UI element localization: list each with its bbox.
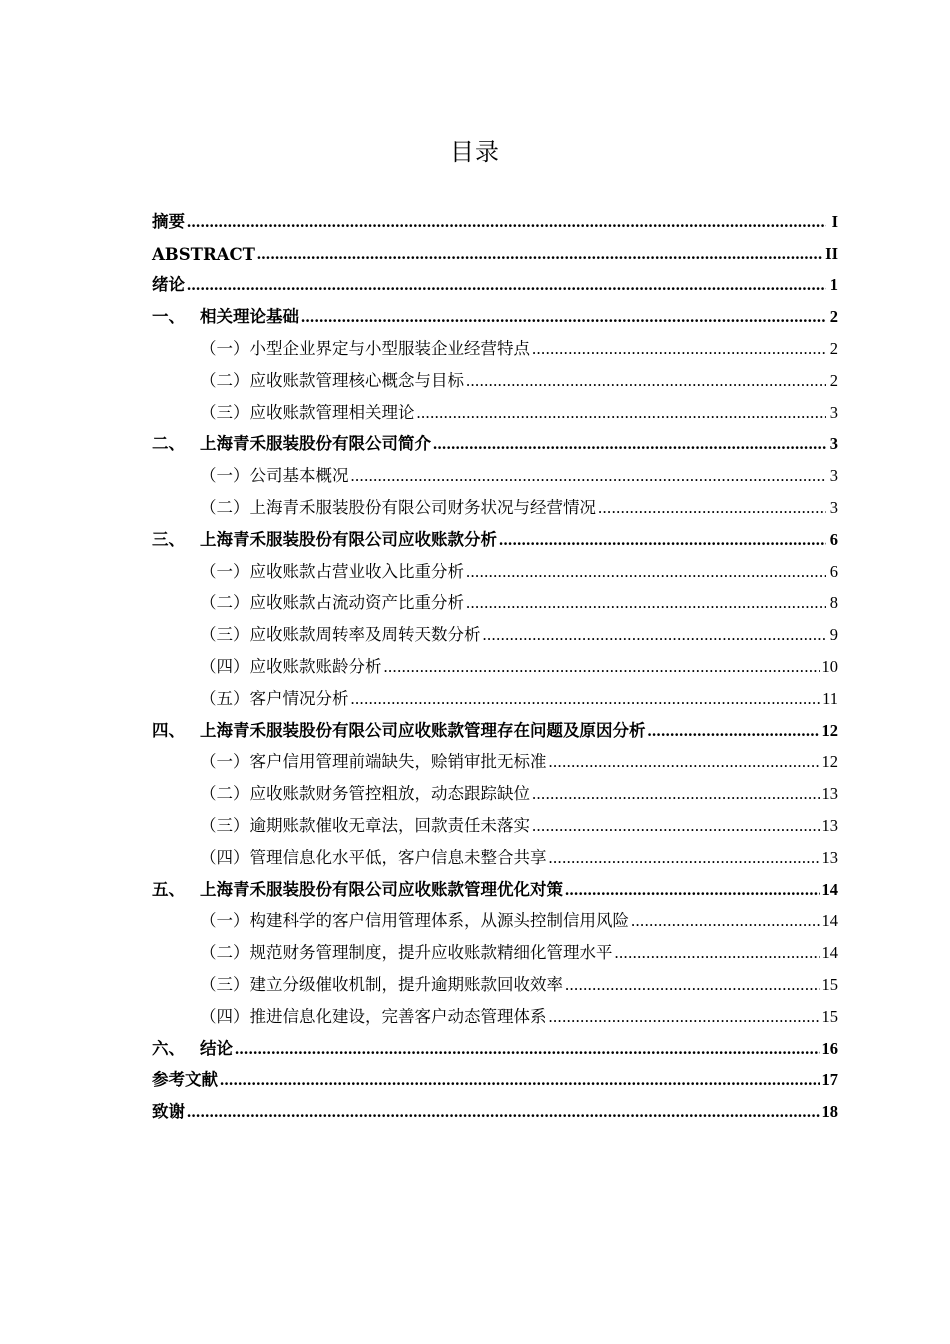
dot-leader bbox=[648, 721, 820, 741]
toc-entry-label: （三）逾期账款催收无章法，回款责任未落实 bbox=[200, 815, 530, 835]
dot-leader bbox=[351, 689, 821, 709]
dot-leader bbox=[532, 784, 820, 804]
toc-entry[interactable] bbox=[152, 518, 838, 550]
dot-leader bbox=[631, 911, 820, 931]
toc-entry[interactable] bbox=[152, 423, 838, 455]
dot-leader bbox=[417, 403, 827, 423]
toc-entry-number: 六、 bbox=[152, 1038, 185, 1058]
toc-entry[interactable] bbox=[152, 836, 838, 868]
toc-entry-number: 二、 bbox=[152, 434, 185, 454]
toc-entry-label: （五）客户情况分析 bbox=[200, 688, 349, 708]
toc-entry-page-number: 6 bbox=[829, 529, 838, 549]
toc-entry-page-number: 3 bbox=[829, 434, 838, 454]
toc-entry-label: 上海青禾服装股份有限公司应收账款分析 bbox=[200, 529, 497, 549]
dot-leader bbox=[187, 275, 826, 295]
table-of-contents bbox=[152, 200, 838, 1122]
toc-entry[interactable] bbox=[152, 931, 838, 963]
toc-entry-label: （四）推进信息化建设，完善客户动态管理体系 bbox=[200, 1006, 547, 1026]
toc-entry-page-number: 16 bbox=[821, 1038, 838, 1058]
toc-entry[interactable] bbox=[152, 486, 838, 518]
toc-entry[interactable] bbox=[152, 295, 838, 327]
toc-entry[interactable] bbox=[152, 232, 838, 264]
toc-entry-number: 一、 bbox=[152, 307, 185, 327]
toc-entry-page-number: 14 bbox=[821, 943, 838, 963]
toc-entry-page-number: 3 bbox=[829, 402, 838, 422]
toc-entry-page-number: 9 bbox=[829, 625, 838, 645]
page-title: 目录 bbox=[450, 138, 500, 166]
toc-entry-label: 致谢 bbox=[152, 1102, 185, 1122]
toc-entry-page-number: 18 bbox=[821, 1102, 838, 1122]
toc-entry[interactable] bbox=[152, 359, 838, 391]
toc-entry[interactable] bbox=[152, 582, 838, 614]
dot-leader bbox=[499, 530, 826, 550]
toc-entry-label: 绪论 bbox=[152, 275, 185, 295]
toc-entry-page-number: 1 bbox=[829, 275, 838, 295]
dot-leader bbox=[615, 943, 820, 963]
toc-entry-label: 上海青禾服装股份有限公司应收账款管理存在问题及原因分析 bbox=[200, 720, 646, 740]
dot-leader bbox=[549, 848, 820, 868]
dot-leader bbox=[565, 880, 820, 900]
dot-leader bbox=[532, 339, 826, 359]
toc-entry[interactable] bbox=[152, 327, 838, 359]
toc-entry-label: 摘要 bbox=[152, 211, 185, 231]
toc-entry[interactable] bbox=[152, 772, 838, 804]
toc-entry-page-number: 11 bbox=[822, 688, 838, 708]
toc-entry-label: （二）应收账款管理核心概念与目标 bbox=[200, 370, 464, 390]
toc-entry-label: 上海青禾服装股份有限公司应收账款管理优化对策 bbox=[200, 879, 563, 899]
toc-entry-label: （三）应收账款周转率及周转天数分析 bbox=[200, 625, 481, 645]
dot-leader bbox=[483, 625, 827, 645]
toc-entry-label: （四）应收账款账龄分析 bbox=[200, 656, 382, 676]
dot-leader bbox=[433, 434, 826, 454]
toc-entry-label: 相关理论基础 bbox=[200, 307, 299, 327]
toc-entry-page-number: 10 bbox=[821, 656, 838, 676]
toc-entry-page-number: 2 bbox=[829, 307, 838, 327]
dot-leader bbox=[565, 975, 820, 995]
toc-entry-page-number: 15 bbox=[821, 1006, 838, 1026]
toc-entry-page-number: II bbox=[825, 243, 838, 263]
toc-entry-page-number: 13 bbox=[821, 784, 838, 804]
toc-entry-page-number: 17 bbox=[821, 1070, 838, 1090]
toc-entry[interactable] bbox=[152, 1090, 838, 1122]
dot-leader bbox=[549, 752, 820, 772]
toc-entry-label: 上海青禾服装股份有限公司简介 bbox=[200, 434, 431, 454]
toc-entry-label: 结论 bbox=[200, 1038, 233, 1058]
toc-entry-page-number: I bbox=[831, 211, 838, 231]
toc-entry-label: （一）公司基本概况 bbox=[200, 466, 349, 486]
toc-entry[interactable] bbox=[152, 200, 838, 232]
dot-leader bbox=[235, 1039, 820, 1059]
toc-entry-label: 参考文献 bbox=[152, 1070, 218, 1090]
toc-entry[interactable] bbox=[152, 963, 838, 995]
toc-entry-label: （一）小型企业界定与小型服装企业经营特点 bbox=[200, 338, 530, 358]
toc-entry-page-number: 3 bbox=[829, 497, 838, 517]
toc-entry[interactable] bbox=[152, 677, 838, 709]
toc-entry-label: （二）上海青禾服装股份有限公司财务状况与经营情况 bbox=[200, 497, 596, 517]
toc-entry[interactable] bbox=[152, 804, 838, 836]
toc-entry-page-number: 3 bbox=[829, 466, 838, 486]
toc-entry-page-number: 14 bbox=[821, 879, 838, 899]
toc-entry[interactable] bbox=[152, 868, 838, 900]
toc-entry-label: （一）构建科学的客户信用管理体系，从源头控制信用风险 bbox=[200, 911, 629, 931]
dot-leader bbox=[466, 593, 826, 613]
toc-entry-number: 三、 bbox=[152, 529, 185, 549]
dot-leader bbox=[220, 1070, 820, 1090]
toc-entry-page-number: 14 bbox=[821, 911, 838, 931]
toc-entry[interactable] bbox=[152, 550, 838, 582]
toc-entry-page-number: 13 bbox=[821, 847, 838, 867]
dot-leader bbox=[187, 1102, 820, 1122]
toc-entry-label: （一）客户信用管理前端缺失，赊销审批无标准 bbox=[200, 752, 547, 772]
toc-entry-label: （二）规范财务管理制度，提升应收账款精细化管理水平 bbox=[200, 943, 613, 963]
toc-entry[interactable] bbox=[152, 900, 838, 932]
dot-leader bbox=[532, 816, 820, 836]
toc-entry-page-number: 2 bbox=[829, 338, 838, 358]
dot-leader bbox=[466, 371, 826, 391]
dot-leader bbox=[301, 307, 826, 327]
toc-entry[interactable] bbox=[152, 1059, 838, 1091]
toc-entry-label: （二）应收账款财务管控粗放，动态跟踪缺位 bbox=[200, 784, 530, 804]
toc-entry-page-number: 13 bbox=[821, 815, 838, 835]
dot-leader bbox=[466, 562, 826, 582]
toc-entry-page-number: 15 bbox=[821, 974, 838, 994]
toc-entry[interactable] bbox=[152, 995, 838, 1027]
dot-leader bbox=[187, 212, 826, 232]
toc-entry-page-number: 8 bbox=[829, 593, 838, 613]
toc-entry-page-number: 2 bbox=[829, 370, 838, 390]
dot-leader bbox=[598, 498, 826, 518]
dot-leader bbox=[384, 657, 820, 677]
toc-entry-label: （三）建立分级催收机制，提升逾期账款回收效率 bbox=[200, 974, 563, 994]
toc-entry[interactable] bbox=[152, 391, 838, 423]
toc-entry-number: 四、 bbox=[152, 720, 185, 740]
toc-entry[interactable] bbox=[152, 613, 838, 645]
toc-entry[interactable] bbox=[152, 709, 838, 741]
toc-entry-page-number: 6 bbox=[829, 561, 838, 581]
toc-entry-label: （二）应收账款占流动资产比重分析 bbox=[200, 593, 464, 613]
dot-leader bbox=[549, 1007, 820, 1027]
toc-entry-label: （四）管理信息化水平低，客户信息未整合共享 bbox=[200, 847, 547, 867]
toc-entry[interactable] bbox=[152, 454, 838, 486]
toc-entry-page-number: 12 bbox=[821, 752, 838, 772]
dot-leader bbox=[257, 244, 823, 264]
toc-entry-label: ABSTRACT bbox=[152, 244, 255, 264]
dot-leader bbox=[351, 466, 827, 486]
toc-entry-page-number: 12 bbox=[821, 720, 838, 740]
toc-entry-label: （三）应收账款管理相关理论 bbox=[200, 402, 415, 422]
toc-entry[interactable] bbox=[152, 264, 838, 296]
toc-entry-label: （一）应收账款占营业收入比重分析 bbox=[200, 561, 464, 581]
toc-entry[interactable] bbox=[152, 645, 838, 677]
toc-entry[interactable] bbox=[152, 741, 838, 773]
toc-entry-number: 五、 bbox=[152, 879, 185, 899]
toc-entry[interactable] bbox=[152, 1027, 838, 1059]
